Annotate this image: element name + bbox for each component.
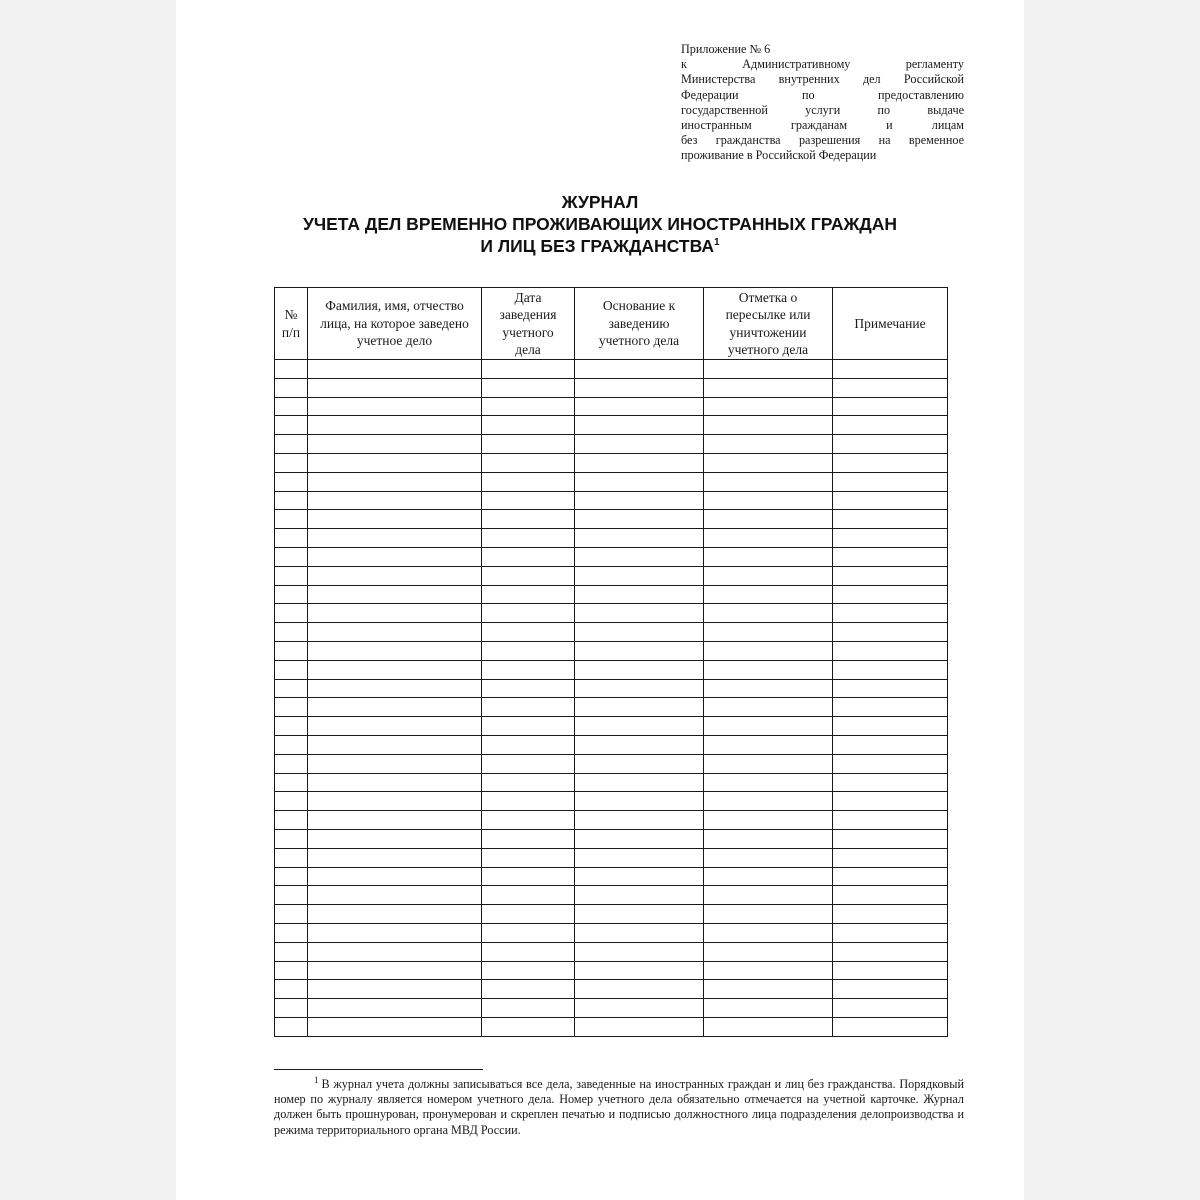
table-cell — [704, 397, 833, 416]
table-cell — [704, 585, 833, 604]
table-cell — [482, 999, 575, 1018]
title-line: И ЛИЦ БЕЗ ГРАЖДАНСТВА — [480, 236, 714, 256]
table-row — [275, 961, 948, 980]
table-cell — [833, 660, 948, 679]
table-cell — [482, 453, 575, 472]
table-cell — [833, 360, 948, 379]
table-cell — [275, 623, 308, 642]
table-cell — [833, 585, 948, 604]
table-cell — [308, 510, 482, 529]
table-cell — [275, 773, 308, 792]
table-cell — [833, 717, 948, 736]
table-cell — [275, 1017, 308, 1036]
journal-table — [274, 287, 948, 1037]
table-cell — [575, 905, 704, 924]
table-cell — [833, 848, 948, 867]
table-cell — [275, 942, 308, 961]
table-cell — [482, 961, 575, 980]
table-cell — [833, 566, 948, 585]
table-row — [275, 679, 948, 698]
table-cell — [308, 566, 482, 585]
table-cell — [482, 604, 575, 623]
table-cell — [704, 829, 833, 848]
table-cell — [833, 999, 948, 1018]
table-cell — [275, 660, 308, 679]
appendix-line: иностранным гражданам и лицам — [681, 118, 964, 133]
table-cell — [482, 905, 575, 924]
table-cell — [482, 754, 575, 773]
table-cell — [308, 679, 482, 698]
table-row — [275, 623, 948, 642]
footnote-separator — [274, 1069, 483, 1070]
table-cell — [275, 923, 308, 942]
table-row — [275, 1017, 948, 1036]
table-cell — [704, 717, 833, 736]
table-cell — [704, 378, 833, 397]
table-row — [275, 529, 948, 548]
table-cell — [575, 717, 704, 736]
appendix-line: Приложение № 6 — [681, 42, 771, 56]
table-cell — [482, 1017, 575, 1036]
table-cell — [308, 886, 482, 905]
table-row — [275, 416, 948, 435]
table-cell — [275, 604, 308, 623]
table-cell — [833, 547, 948, 566]
column-header-date: Дата заведения учетного дела — [482, 288, 575, 360]
table-row — [275, 604, 948, 623]
table-cell — [833, 867, 948, 886]
table-cell — [704, 453, 833, 472]
table-cell — [275, 980, 308, 999]
table-cell — [704, 867, 833, 886]
table-header-row — [275, 288, 948, 360]
table-cell — [275, 510, 308, 529]
table-cell — [833, 811, 948, 830]
column-header-name: Фамилия, имя, отчество лица, на которое заведено учетное дело — [308, 288, 482, 360]
table-cell — [482, 641, 575, 660]
table-cell — [482, 623, 575, 642]
table-row — [275, 378, 948, 397]
table-cell — [482, 378, 575, 397]
table-cell — [275, 491, 308, 510]
table-cell — [704, 999, 833, 1018]
table-cell — [575, 453, 704, 472]
table-row — [275, 360, 948, 379]
table-cell — [575, 529, 704, 548]
table-cell — [833, 397, 948, 416]
table-cell — [704, 435, 833, 454]
table-cell — [575, 980, 704, 999]
table-cell — [575, 660, 704, 679]
table-cell — [704, 811, 833, 830]
table-cell — [704, 491, 833, 510]
table-cell — [833, 829, 948, 848]
table-cell — [482, 942, 575, 961]
table-row — [275, 585, 948, 604]
table-cell — [275, 547, 308, 566]
table-cell — [308, 397, 482, 416]
appendix-line: без гражданства разрешения на временное — [681, 133, 964, 148]
table-cell — [275, 961, 308, 980]
table-cell — [833, 679, 948, 698]
appendix-line: государственной услуги по выдаче — [681, 102, 964, 117]
table-cell — [275, 641, 308, 660]
table-cell — [833, 735, 948, 754]
table-cell — [575, 999, 704, 1018]
table-cell — [704, 566, 833, 585]
column-header-basis: Основание к заведению учетного дела — [575, 288, 704, 360]
footnote-text: В журнал учета должны записываться все дела, заведенные на иностранных граждан и лиц без гражданства. Порядковый номер по журналу является номером учетного дела. Номер учетного дела обязательно отмечается на учетной карточке. Журнал должен быть прошнурован, пронумерован и скреплен печатью и подписью должностного лица подразделения делопроизводства и режима территориального органа МВД России. — [274, 1077, 964, 1137]
table-cell — [704, 735, 833, 754]
table-cell — [575, 491, 704, 510]
table-cell — [308, 829, 482, 848]
table-cell — [482, 566, 575, 585]
table-row — [275, 660, 948, 679]
table-cell — [833, 623, 948, 642]
title-line: ЖУРНАЛ — [561, 192, 639, 212]
title-line: УЧЕТА ДЕЛ ВРЕМЕННО ПРОЖИВАЮЩИХ ИНОСТРАННЫХ ГРАЖДАН — [302, 214, 898, 234]
table-row — [275, 867, 948, 886]
table-cell — [704, 529, 833, 548]
table-row — [275, 923, 948, 942]
table-cell — [275, 848, 308, 867]
table-row — [275, 510, 948, 529]
table-cell — [575, 735, 704, 754]
table-cell — [308, 472, 482, 491]
table-cell — [575, 416, 704, 435]
table-cell — [833, 961, 948, 980]
table-cell — [833, 698, 948, 717]
table-cell — [575, 641, 704, 660]
table-cell — [275, 397, 308, 416]
table-row — [275, 717, 948, 736]
table-cell — [704, 472, 833, 491]
appendix-line: проживание в Российской Федерации — [681, 148, 877, 163]
table-cell — [308, 585, 482, 604]
table-cell — [833, 905, 948, 924]
table-row — [275, 905, 948, 924]
table-cell — [833, 1017, 948, 1036]
table-cell — [833, 641, 948, 660]
table-row — [275, 848, 948, 867]
table-row — [275, 472, 948, 491]
table-cell — [308, 717, 482, 736]
table-cell — [308, 547, 482, 566]
table-row — [275, 735, 948, 754]
table-cell — [275, 886, 308, 905]
table-cell — [575, 360, 704, 379]
table-cell — [275, 811, 308, 830]
table-cell — [575, 961, 704, 980]
table-row — [275, 698, 948, 717]
table-cell — [482, 472, 575, 491]
table-cell — [308, 360, 482, 379]
table-cell — [308, 811, 482, 830]
table-cell — [833, 529, 948, 548]
table-cell — [704, 416, 833, 435]
table-cell — [833, 754, 948, 773]
table-cell — [275, 792, 308, 811]
table-cell — [833, 453, 948, 472]
table-cell — [833, 416, 948, 435]
table-cell — [575, 547, 704, 566]
table-row — [275, 792, 948, 811]
table-cell — [575, 942, 704, 961]
table-cell — [275, 416, 308, 435]
table-cell — [308, 378, 482, 397]
table-cell — [308, 698, 482, 717]
table-row — [275, 641, 948, 660]
table-cell — [833, 472, 948, 491]
table-cell — [575, 566, 704, 585]
table-cell — [275, 717, 308, 736]
footnote — [274, 1074, 964, 1138]
table-row — [275, 453, 948, 472]
table-cell — [482, 811, 575, 830]
appendix-line: Министерства внутренних дел Российской — [681, 72, 964, 87]
document-page — [176, 0, 1024, 1200]
table-cell — [308, 980, 482, 999]
table-cell — [275, 754, 308, 773]
table-cell — [575, 886, 704, 905]
table-cell — [482, 923, 575, 942]
table-cell — [308, 623, 482, 642]
table-cell — [482, 491, 575, 510]
table-cell — [308, 1017, 482, 1036]
table-cell — [575, 378, 704, 397]
table-cell — [833, 792, 948, 811]
table-cell — [704, 792, 833, 811]
table-cell — [308, 435, 482, 454]
table-cell — [482, 867, 575, 886]
table-cell — [275, 472, 308, 491]
table-cell — [308, 905, 482, 924]
table-cell — [704, 641, 833, 660]
table-cell — [575, 510, 704, 529]
table-cell — [575, 811, 704, 830]
table-cell — [275, 735, 308, 754]
table-cell — [482, 829, 575, 848]
table-row — [275, 491, 948, 510]
table-cell — [275, 566, 308, 585]
table-cell — [704, 980, 833, 999]
table-cell — [575, 585, 704, 604]
table-cell — [308, 848, 482, 867]
table-cell — [704, 623, 833, 642]
table-cell — [575, 623, 704, 642]
document-title — [176, 191, 1024, 257]
table-row — [275, 829, 948, 848]
table-cell — [275, 453, 308, 472]
appendix-line: Федерации по предоставлению — [681, 87, 964, 102]
table-cell — [308, 923, 482, 942]
table-cell — [575, 867, 704, 886]
table-cell — [833, 923, 948, 942]
table-cell — [575, 792, 704, 811]
table-cell — [482, 585, 575, 604]
table-row — [275, 999, 948, 1018]
table-row — [275, 886, 948, 905]
table-cell — [704, 360, 833, 379]
table-row — [275, 566, 948, 585]
table-cell — [833, 773, 948, 792]
table-cell — [704, 510, 833, 529]
table-cell — [308, 867, 482, 886]
table-cell — [482, 360, 575, 379]
table-cell — [575, 829, 704, 848]
table-cell — [704, 698, 833, 717]
table-cell — [275, 905, 308, 924]
table-cell — [833, 942, 948, 961]
table-cell — [275, 829, 308, 848]
table-cell — [482, 547, 575, 566]
table-cell — [704, 905, 833, 924]
table-cell — [482, 416, 575, 435]
table-cell — [833, 510, 948, 529]
table-cell — [833, 886, 948, 905]
appendix-note — [681, 42, 964, 164]
table-cell — [482, 773, 575, 792]
appendix-line: к Административному регламенту — [681, 57, 964, 72]
table-cell — [575, 848, 704, 867]
table-cell — [575, 604, 704, 623]
table-cell — [275, 585, 308, 604]
column-header-number: № п/п — [275, 288, 308, 360]
table-cell — [482, 980, 575, 999]
table-cell — [704, 923, 833, 942]
table-cell — [308, 660, 482, 679]
table-cell — [704, 604, 833, 623]
table-cell — [275, 529, 308, 548]
table-cell — [833, 378, 948, 397]
table-cell — [575, 754, 704, 773]
table-cell — [833, 491, 948, 510]
table-cell — [575, 679, 704, 698]
table-body — [275, 360, 948, 1037]
table-cell — [482, 435, 575, 454]
table-cell — [482, 698, 575, 717]
title-line-with-ref — [176, 235, 1024, 257]
table-row — [275, 773, 948, 792]
table-cell — [275, 679, 308, 698]
table-cell — [575, 923, 704, 942]
table-cell — [275, 360, 308, 379]
footnote-reference: 1 — [714, 237, 720, 249]
table-cell — [575, 435, 704, 454]
table-cell — [833, 980, 948, 999]
table-cell — [704, 961, 833, 980]
table-cell — [704, 547, 833, 566]
table-cell — [308, 604, 482, 623]
table-cell — [482, 529, 575, 548]
table-cell — [308, 754, 482, 773]
table-cell — [308, 961, 482, 980]
table-cell — [704, 679, 833, 698]
table-cell — [482, 848, 575, 867]
table-cell — [308, 453, 482, 472]
table-cell — [308, 416, 482, 435]
table-cell — [482, 510, 575, 529]
table-row — [275, 547, 948, 566]
table-cell — [704, 1017, 833, 1036]
table-cell — [575, 1017, 704, 1036]
table-cell — [482, 397, 575, 416]
table-cell — [308, 773, 482, 792]
table-cell — [308, 792, 482, 811]
table-row — [275, 435, 948, 454]
table-cell — [704, 942, 833, 961]
table-cell — [308, 942, 482, 961]
table-cell — [704, 886, 833, 905]
table-cell — [275, 698, 308, 717]
table-cell — [275, 867, 308, 886]
table-cell — [275, 999, 308, 1018]
table-cell — [308, 641, 482, 660]
table-cell — [275, 435, 308, 454]
table-cell — [482, 660, 575, 679]
table-cell — [308, 529, 482, 548]
footnote-mark: 1 — [314, 1074, 319, 1085]
table-cell — [833, 435, 948, 454]
table-cell — [275, 378, 308, 397]
table-cell — [575, 472, 704, 491]
table-cell — [482, 886, 575, 905]
table-row — [275, 942, 948, 961]
table-cell — [704, 773, 833, 792]
table-row — [275, 980, 948, 999]
column-header-mark: Отметка о пересылке или уничтожении учетного дела — [704, 288, 833, 360]
table-row — [275, 397, 948, 416]
column-header-note: Примечание — [833, 288, 948, 360]
table-cell — [482, 735, 575, 754]
table-cell — [482, 717, 575, 736]
table-cell — [308, 735, 482, 754]
table-cell — [575, 773, 704, 792]
table-cell — [833, 604, 948, 623]
table-cell — [308, 491, 482, 510]
table-cell — [482, 679, 575, 698]
table-cell — [704, 848, 833, 867]
table-cell — [704, 754, 833, 773]
table-cell — [575, 698, 704, 717]
table-cell — [308, 999, 482, 1018]
table-cell — [704, 660, 833, 679]
table-row — [275, 754, 948, 773]
table-row — [275, 811, 948, 830]
table-cell — [482, 792, 575, 811]
table-cell — [575, 397, 704, 416]
